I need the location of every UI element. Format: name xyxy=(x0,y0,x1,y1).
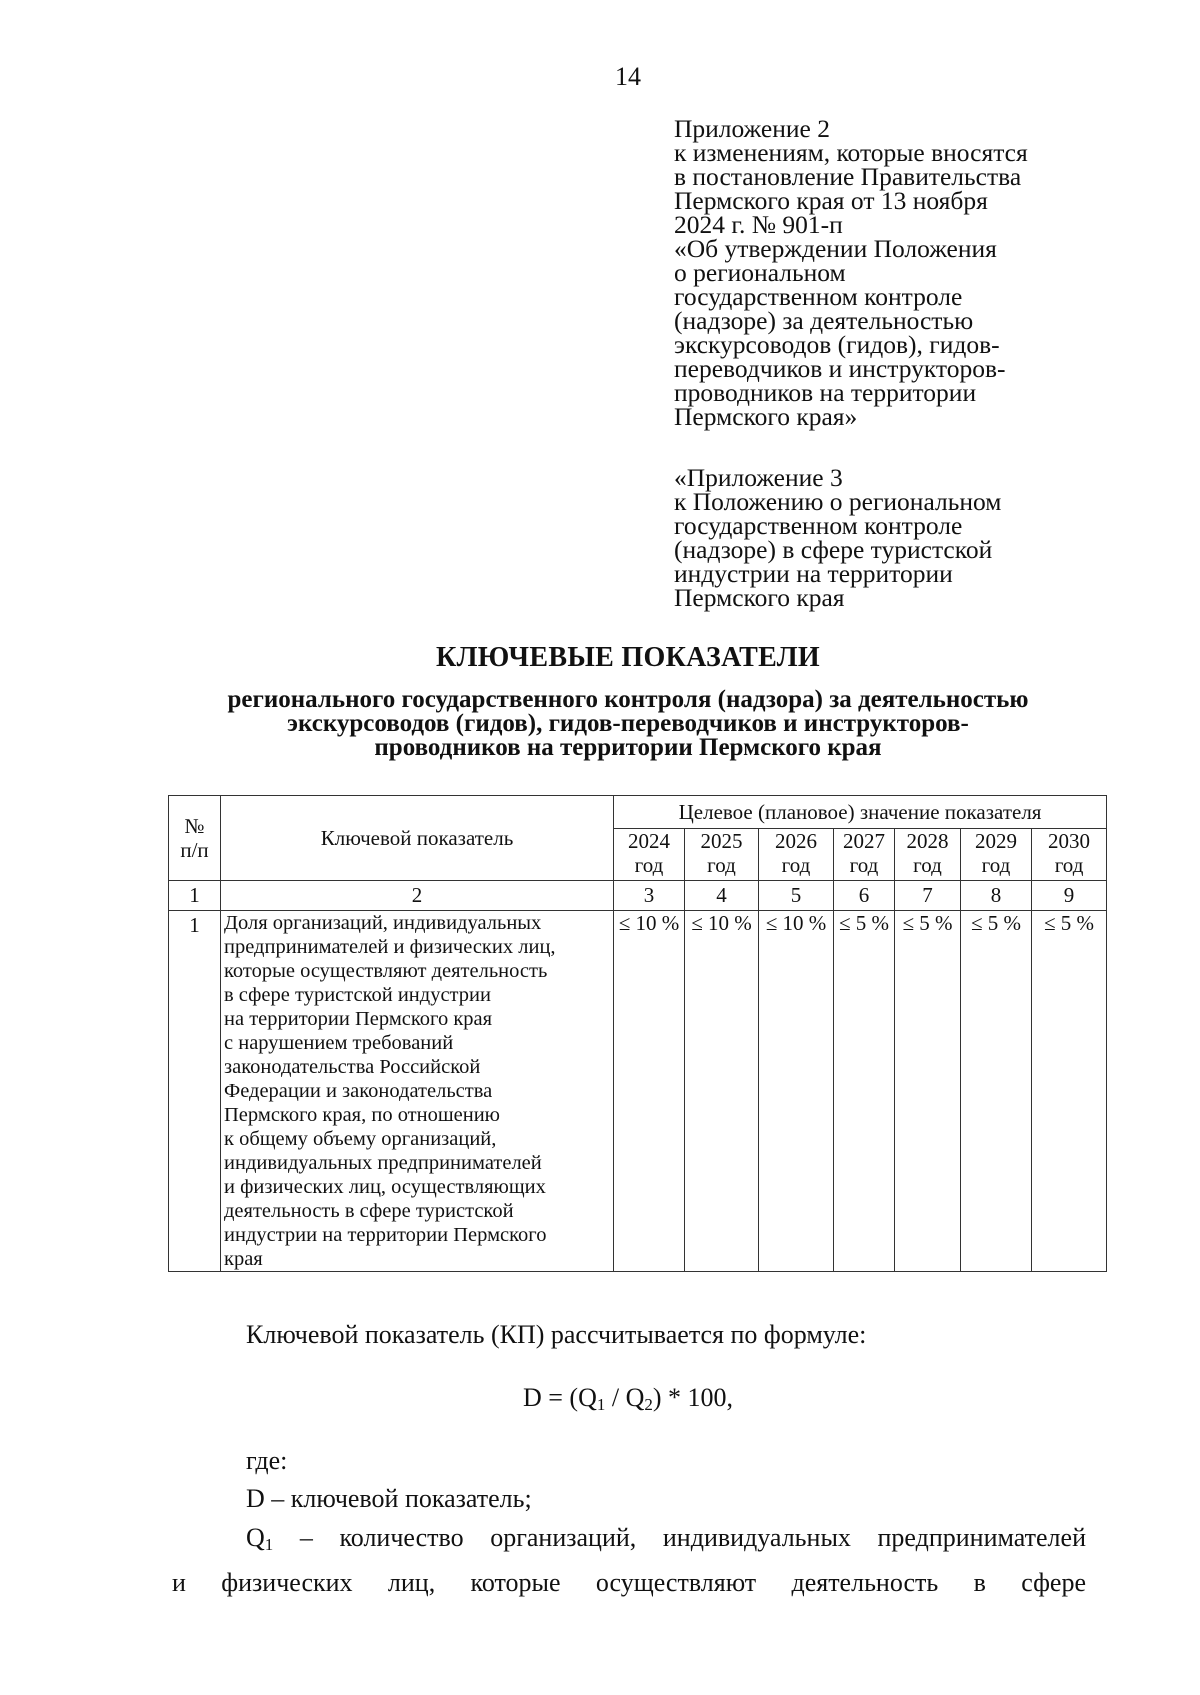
indicator-line: Пермского края, по отношению xyxy=(224,1104,500,1126)
year-value: 2029 xyxy=(975,829,1017,853)
subtitle-line: регионального государственного контроля (надзора) за деятельностью xyxy=(227,686,1029,713)
year-value: 2026 xyxy=(775,829,817,853)
year-header-2025 xyxy=(685,829,759,881)
year-value: 2025 xyxy=(700,829,743,853)
appendix-2-line: (надзоре) за деятельностью xyxy=(674,306,974,335)
header-num-cell xyxy=(169,796,221,881)
target-value-2028: ≤ 5 % xyxy=(895,911,961,1272)
appendix-3-line: индустрии на территории xyxy=(674,559,953,588)
appendix-2-heading xyxy=(674,114,1094,431)
year-unit: год xyxy=(781,853,811,877)
definition-q1-line2: и физических лиц, которые осуществляют деятельность в сфере xyxy=(172,1568,1086,1597)
year-header-2030 xyxy=(1032,829,1107,881)
indicator-line: и физических лиц, осуществляющих xyxy=(224,1176,546,1198)
definition-q1-line1 xyxy=(172,1519,1086,1564)
appendix-3-heading xyxy=(674,463,1094,612)
indicator-line: Федерации и законодательства xyxy=(224,1080,493,1102)
appendix-3-line: Пермского края xyxy=(674,583,845,612)
definition-d: D – ключевой показатель; xyxy=(246,1484,532,1513)
formula xyxy=(0,1383,1200,1415)
year-unit: год xyxy=(1054,853,1084,877)
appendix-3-line: к Положению о региональном xyxy=(674,487,1002,516)
column-number: 1 xyxy=(169,881,221,911)
column-number: 7 xyxy=(895,881,961,911)
indicator-line: с нарушением требований xyxy=(224,1032,454,1054)
indicator-line: индивидуальных предпринимателей xyxy=(224,1152,542,1174)
formula-sub-2: 2 xyxy=(644,1395,653,1414)
indicator-line: края xyxy=(224,1248,263,1270)
appendix-2-line: Приложение 2 xyxy=(674,114,830,143)
indicator-description xyxy=(221,911,614,1272)
table-row xyxy=(169,911,1107,1272)
header-target-label: Целевое (плановое) значение показателя xyxy=(678,800,1042,824)
year-header-2029 xyxy=(961,829,1032,881)
year-value: 2027 xyxy=(843,829,885,853)
appendix-2-line: 2024 г. № 901-п xyxy=(674,210,843,239)
header-num-label: п/п xyxy=(180,838,209,862)
subtitle-line: проводников на территории Пермского края xyxy=(374,734,882,761)
column-number: 9 xyxy=(1032,881,1107,911)
column-number-row xyxy=(169,881,1107,911)
year-unit: год xyxy=(634,853,664,877)
indicator-line: которые осуществляют деятельность xyxy=(224,960,548,982)
indicator-line: Доля организаций, индивидуальных xyxy=(224,912,542,934)
appendix-2-line: Пермского края от 13 ноября xyxy=(674,186,988,215)
year-unit: год xyxy=(981,853,1011,877)
where-label: где: xyxy=(246,1446,288,1475)
formula-mid: / Q xyxy=(605,1383,645,1412)
year-value: 2028 xyxy=(906,829,949,853)
appendix-2-line: государственном контроле xyxy=(674,282,963,311)
indicator-line: на территории Пермского края xyxy=(224,1008,493,1030)
definition-q1 xyxy=(172,1519,1086,1602)
target-value-2025: ≤ 10 % xyxy=(685,911,759,1272)
header-num-symbol: № xyxy=(184,814,205,838)
indicator-line: в сфере туристской индустрии xyxy=(224,984,491,1006)
target-value-2029: ≤ 5 % xyxy=(961,911,1032,1272)
subtitle-line: экскурсоводов (гидов), гидов-переводчиков и инструкторов- xyxy=(287,710,969,737)
appendix-2-line: в постановление Правительства xyxy=(674,162,1022,191)
year-unit: год xyxy=(707,853,736,877)
year-value: 2030 xyxy=(1048,829,1091,853)
appendix-3-line: «Приложение 3 xyxy=(674,463,843,492)
appendix-3-line: (надзоре) в сфере туристской xyxy=(674,535,993,564)
target-value-2026: ≤ 10 % xyxy=(759,911,834,1272)
appendix-2-line: Пермского края» xyxy=(674,402,858,431)
target-value-2030: ≤ 5 % xyxy=(1032,911,1107,1272)
page-number: 14 xyxy=(615,62,641,91)
q-subscript: 1 xyxy=(264,1535,274,1554)
formula-sub-1: 1 xyxy=(596,1395,606,1414)
formula-rhs: ) * 100, xyxy=(652,1383,734,1412)
document-title: КЛЮЧЕВЫЕ ПОКАЗАТЕЛИ xyxy=(436,642,820,673)
target-value-2024: ≤ 10 % xyxy=(614,911,685,1272)
year-unit: год xyxy=(849,853,879,877)
document-subtitle xyxy=(0,688,1200,760)
column-number: 5 xyxy=(759,881,834,911)
formula-intro: Ключевой показатель (КП) рассчитывается по формуле: xyxy=(246,1320,867,1349)
q-symbol: Q xyxy=(246,1523,265,1552)
year-unit: год xyxy=(913,853,942,877)
appendix-2-line: проводников на территории xyxy=(674,378,977,407)
indicator-line: предпринимателей и физических лиц, xyxy=(224,936,556,958)
header-indicator-label: Ключевой показатель xyxy=(320,826,514,850)
indicator-line: законодательства Российской xyxy=(224,1056,481,1078)
appendix-3-line: государственном контроле xyxy=(674,511,963,540)
indicator-line: к общему объему организаций, xyxy=(224,1128,497,1150)
column-number: 2 xyxy=(221,881,614,911)
indicator-line: индустрии на территории Пермского xyxy=(224,1224,547,1246)
formula-lhs: D = (Q xyxy=(522,1383,597,1412)
appendix-2-line: экскурсоводов (гидов), гидов- xyxy=(674,330,1000,359)
year-value: 2024 xyxy=(628,829,670,853)
year-header-2028 xyxy=(895,829,961,881)
header-target-cell xyxy=(614,796,1107,829)
year-header-2024 xyxy=(614,829,685,881)
column-number: 4 xyxy=(685,881,759,911)
column-number: 3 xyxy=(614,881,685,911)
header-indicator-cell xyxy=(221,796,614,881)
target-value-2027: ≤ 5 % xyxy=(834,911,895,1272)
appendix-2-line: о региональном xyxy=(674,258,846,287)
indicator-line: деятельность в сфере туристской xyxy=(224,1200,514,1222)
appendix-2-line: «Об утверждении Положения xyxy=(674,234,997,263)
column-number: 6 xyxy=(834,881,895,911)
column-number: 8 xyxy=(961,881,1032,911)
year-header-2027 xyxy=(834,829,895,881)
row-number: 1 xyxy=(169,911,221,1272)
appendix-2-line: переводчиков и инструкторов- xyxy=(674,354,1006,383)
year-header-2026 xyxy=(759,829,834,881)
kpi-table xyxy=(168,795,1107,1272)
appendix-2-line: к изменениям, которые вносятся xyxy=(674,138,1028,167)
definition-q1-text: – количество организаций, индивидуальных предпринимателей xyxy=(273,1523,1086,1552)
